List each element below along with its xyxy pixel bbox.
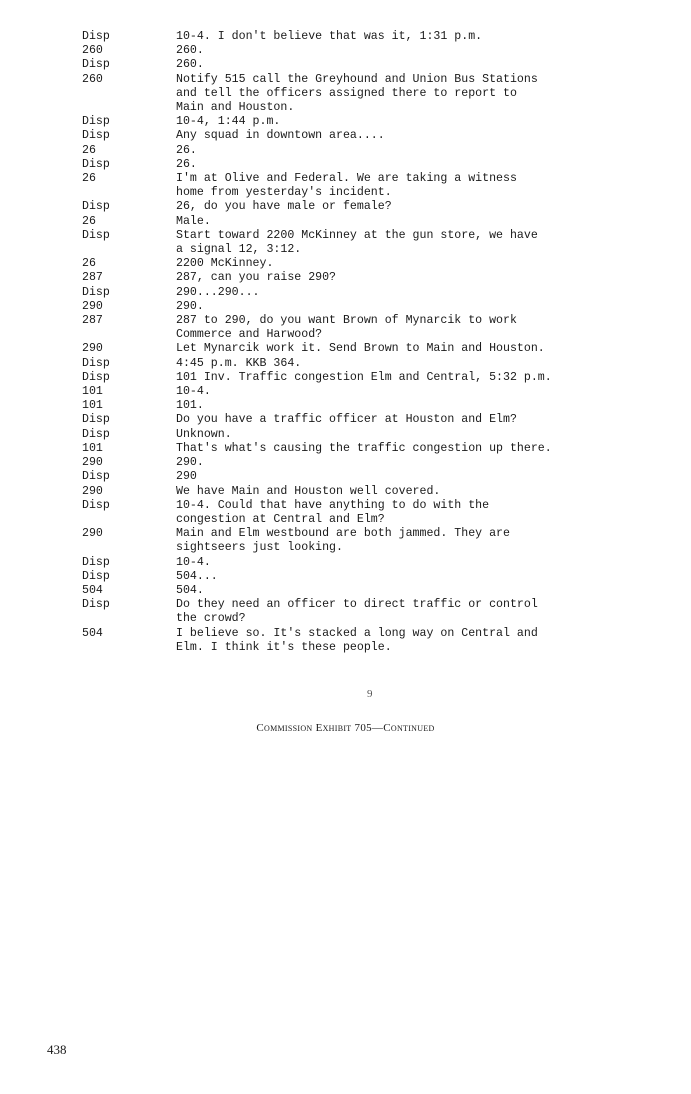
transcript-entry bbox=[82, 598, 652, 626]
message-text: 504... bbox=[176, 569, 218, 583]
radio-transcript bbox=[82, 30, 652, 655]
transcript-entry bbox=[82, 286, 652, 300]
transcript-entry bbox=[82, 371, 652, 385]
transcript-entry bbox=[82, 300, 652, 314]
message-text: 287, can you raise 290? bbox=[176, 271, 337, 285]
transcript-entry bbox=[82, 30, 652, 44]
message-text: 101 Inv. Traffic congestion Elm and Central, 5:32 p.m. bbox=[176, 370, 552, 384]
message-text: Do they need an officer to direct traffic or control the crowd? bbox=[176, 598, 538, 626]
message-text: We have Main and Houston well covered. bbox=[176, 484, 441, 498]
transcript-entry bbox=[82, 385, 652, 399]
transcript-entry bbox=[82, 399, 652, 413]
speaker-id: Disp bbox=[82, 58, 110, 72]
message-text: 10-4, 1:44 p.m. bbox=[176, 115, 281, 129]
speaker-id: 290 bbox=[82, 484, 103, 498]
transcript-entry bbox=[82, 215, 652, 229]
speaker-id: Disp bbox=[82, 569, 110, 583]
message-text: 10-4. Could that have anything to do with the congestion at Central and Elm? bbox=[176, 498, 490, 526]
speaker-id: 504 bbox=[82, 583, 103, 597]
message-text: 2200 McKinney. bbox=[176, 257, 274, 271]
page-number: 438 bbox=[47, 1042, 67, 1057]
transcript-entry bbox=[82, 314, 652, 342]
transcript-entry bbox=[82, 229, 652, 257]
message-text: 260. bbox=[176, 44, 204, 58]
exhibit-caption: Commission Exhibit 705—Continued bbox=[256, 722, 435, 734]
speaker-id: Disp bbox=[82, 427, 110, 441]
message-text: Let Mynarcik work it. Send Brown to Main and Houston. bbox=[176, 342, 545, 356]
speaker-id: 290 bbox=[82, 527, 103, 541]
speaker-id: Disp bbox=[82, 157, 110, 171]
message-text: 26, do you have male or female? bbox=[176, 200, 392, 214]
transcript-entry bbox=[82, 257, 652, 271]
speaker-id: Disp bbox=[82, 356, 110, 370]
transcript-entry bbox=[82, 115, 652, 129]
message-text: Do you have a traffic officer at Houston and Elm? bbox=[176, 413, 517, 427]
speaker-id: Disp bbox=[82, 470, 110, 484]
message-text: 290...290... bbox=[176, 285, 260, 299]
message-text: 290. bbox=[176, 299, 204, 313]
transcript-entry bbox=[82, 73, 652, 116]
message-text: 10-4. I don't believe that was it, 1:31 p.m. bbox=[176, 30, 483, 43]
speaker-id: 260 bbox=[82, 72, 103, 86]
message-text: 10-4. bbox=[176, 555, 211, 569]
transcript-entry bbox=[82, 485, 652, 499]
message-text: 260. bbox=[176, 58, 204, 72]
message-text: Notify 515 call the Greyhound and Union Bus Stations and tell the officers assigned there to report to Main and Houston. bbox=[176, 72, 538, 115]
transcript-entry bbox=[82, 570, 652, 584]
speaker-id: 101 bbox=[82, 399, 103, 413]
transcript-entry bbox=[82, 556, 652, 570]
transcript-entry bbox=[82, 129, 652, 143]
message-text: 26. bbox=[176, 157, 197, 171]
message-text: Male. bbox=[176, 214, 211, 228]
speaker-id: 287 bbox=[82, 271, 103, 285]
message-text: I'm at Olive and Federal. We are taking a witness home from yesterday's incident. bbox=[176, 172, 517, 200]
speaker-id: 260 bbox=[82, 44, 103, 58]
transcript-entry bbox=[82, 499, 652, 527]
folio-mark: 9 bbox=[367, 688, 373, 700]
transcript-entry bbox=[82, 627, 652, 655]
message-text: 287 to 290, do you want Brown of Mynarcik to work Commerce and Harwood? bbox=[176, 314, 517, 342]
message-text: 290 bbox=[176, 470, 197, 484]
speaker-id: 290 bbox=[82, 299, 103, 313]
speaker-id: Disp bbox=[82, 200, 110, 214]
transcript-entry bbox=[82, 58, 652, 72]
speaker-id: Disp bbox=[82, 413, 110, 427]
message-text: 4:45 p.m. KKB 364. bbox=[176, 356, 302, 370]
transcript-entry bbox=[82, 527, 652, 555]
transcript-entry bbox=[82, 172, 652, 200]
transcript-entry bbox=[82, 200, 652, 214]
speaker-id: 287 bbox=[82, 314, 103, 328]
speaker-id: Disp bbox=[82, 30, 110, 43]
speaker-id: 26 bbox=[82, 143, 96, 157]
speaker-id: 290 bbox=[82, 456, 103, 470]
message-text: 504. bbox=[176, 583, 204, 597]
message-text: 26. bbox=[176, 143, 197, 157]
speaker-id: 26 bbox=[82, 214, 96, 228]
message-text: 290. bbox=[176, 456, 204, 470]
speaker-id: 504 bbox=[82, 626, 103, 640]
speaker-id: Disp bbox=[82, 285, 110, 299]
speaker-id: 26 bbox=[82, 257, 96, 271]
transcript-entry bbox=[82, 357, 652, 371]
speaker-id: Disp bbox=[82, 228, 110, 242]
speaker-id: Disp bbox=[82, 555, 110, 569]
message-text: Unknown. bbox=[176, 427, 232, 441]
transcript-entry bbox=[82, 342, 652, 356]
speaker-id: Disp bbox=[82, 129, 110, 143]
speaker-id: Disp bbox=[82, 370, 110, 384]
transcript-entry bbox=[82, 428, 652, 442]
message-text: Main and Elm westbound are both jammed. They are sightseers just looking. bbox=[176, 527, 510, 555]
speaker-id: 290 bbox=[82, 342, 103, 356]
transcript-entry bbox=[82, 442, 652, 456]
transcript-entry bbox=[82, 456, 652, 470]
message-text: 10-4. bbox=[176, 385, 211, 399]
speaker-id: 101 bbox=[82, 385, 103, 399]
transcript-entry bbox=[82, 470, 652, 484]
speaker-id: Disp bbox=[82, 115, 110, 129]
transcript-entry bbox=[82, 271, 652, 285]
transcript-entry bbox=[82, 144, 652, 158]
transcript-entry bbox=[82, 158, 652, 172]
speaker-id: Disp bbox=[82, 598, 110, 612]
speaker-id: Disp bbox=[82, 498, 110, 512]
message-text: Start toward 2200 McKinney at the gun store, we have a signal 12, 3:12. bbox=[176, 228, 538, 257]
transcript-entry bbox=[82, 44, 652, 58]
message-text: That's what's causing the traffic congestion up there. bbox=[176, 441, 552, 455]
speaker-id: 26 bbox=[82, 172, 96, 186]
message-text: I believe so. It's stacked a long way on Central and Elm. I think it's these people. bbox=[176, 626, 538, 654]
transcript-entry bbox=[82, 584, 652, 598]
message-text: Any squad in downtown area.... bbox=[176, 129, 385, 143]
speaker-id: 101 bbox=[82, 441, 103, 455]
message-text: 101. bbox=[176, 399, 204, 413]
transcript-entry bbox=[82, 413, 652, 427]
